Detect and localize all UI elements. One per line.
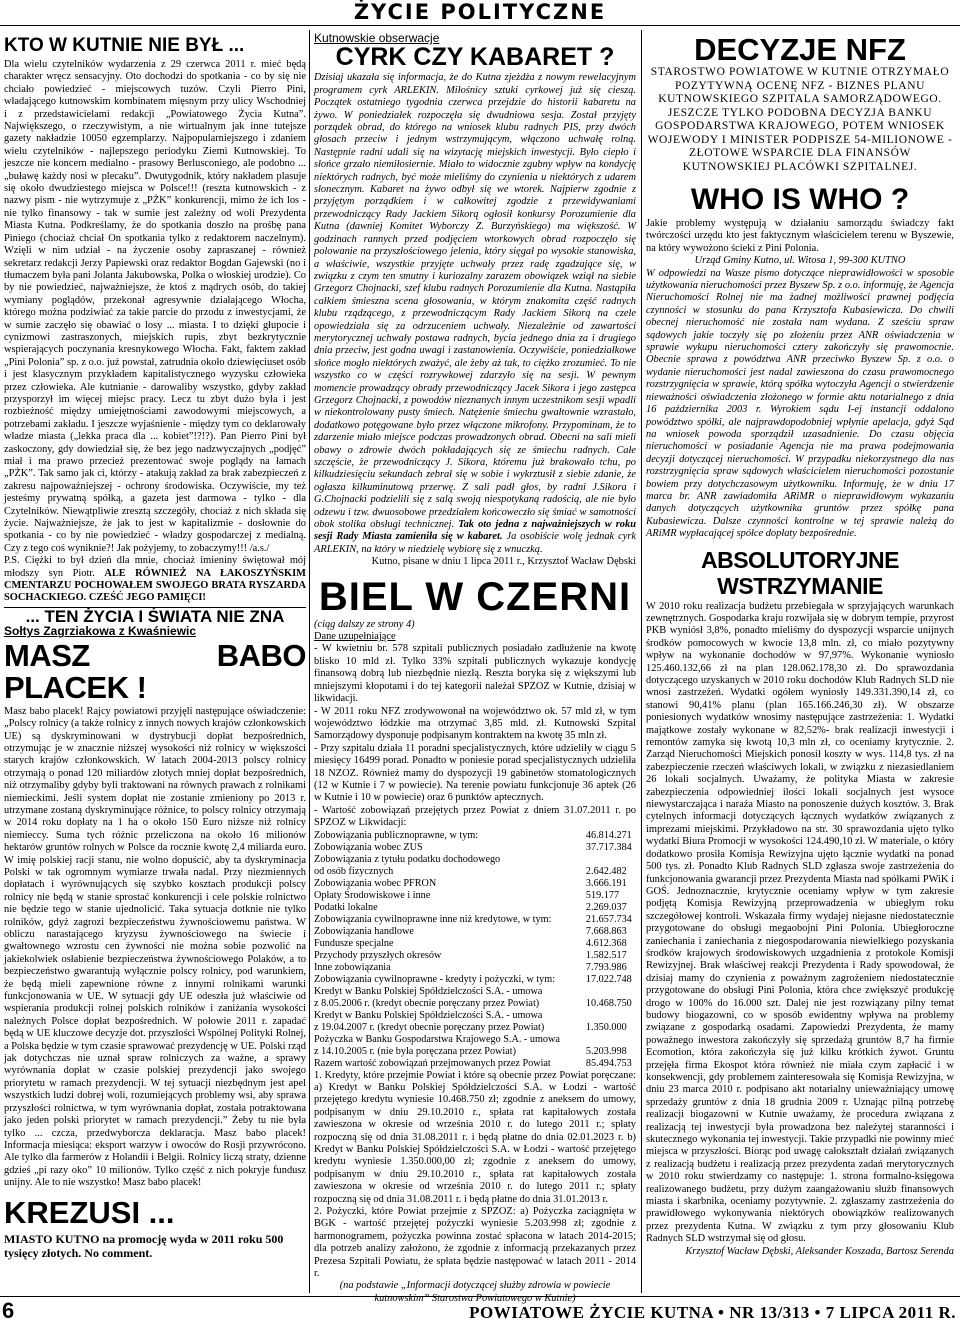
liability-label: Pożyczka w Banku Gospodarstwa Krajowego S.A. - umowa xyxy=(314,1033,560,1045)
krezusi-body: MIASTO KUTNO na promocję wyda w 2011 roku 500 tysięcy złotych. No comment. xyxy=(4,1231,284,1260)
whois-address: Urząd Gminy Kutno, ul. Witosa 1, 99-300 KUTNO xyxy=(694,255,906,267)
liability-row xyxy=(314,986,636,998)
liability-value: 4.612.368 xyxy=(585,937,627,949)
liability-label: Zobowiązania cywilnoprawne - kredyty i pożyczki, w tym: xyxy=(314,973,556,985)
liability-row xyxy=(314,926,636,938)
liability-row xyxy=(314,830,636,842)
liability-value: 1.582.517 xyxy=(585,949,627,961)
liability-value: 85.494.753 xyxy=(585,1057,632,1069)
section-header: ŻYCIE POLITYCZNE xyxy=(353,0,607,24)
liability-value: 5.203.998 xyxy=(585,1045,627,1057)
kto-ps-bold: ALE RÓWNIEŻ NA ŁAKOSZYŃSKIM CMENTARZU POCHOWAŁEM SWOJEGO BRATA RYSZARDA SOCHACKIEGO. CZEŚĆ JEGO PAMIĘCI! xyxy=(4,567,306,604)
kto-headline: KTO W KUTNIE NIE BYŁ ... xyxy=(4,35,245,56)
liability-label: Przychody przyszłych okresów xyxy=(314,949,442,961)
page-footer xyxy=(0,1296,960,1327)
liability-label: Zobowiązania wobec PFRON xyxy=(314,877,437,889)
page-number: 6 xyxy=(2,1298,15,1323)
decyzje-headline: DECYZJE NFZ xyxy=(694,32,906,67)
biel-para-5: 1. Kredyty, które przejmie Powiat i które są obecnie przez Powiat poręczane: a) Kredyt w Banku Polskiej Spółdzielczości S.A. w Łodzi - wartość przejętego kredytu wyniesie 10.468.750 zł; zgodnie z aneksem do umowy, podpisanym w dniu 29.10.2010 r., spłata rat kapitałowych została zawieszona w okresie od września 2010 r. do lutego 2011 r.; spłaty rozpoczną się od dnia 31.08.2011 r. i będą płatne do dnia 02.01.2023 r. b) Kredyt w Banku Polskiej Spółdzielczości S.A. w Łodzi - wartość przejętego kredytu wyniesie 1.350.000,00 zł; zgodnie z aneksem do umowy, podpisanym w dniu 29.10.2010 r., spłata rat kapitałowych została zawieszona w okresie od września 2010 r. do lutego 2011 r.; spłaty rozpoczną się od dnia 31.08.2011 r. i będą płatne do dnia 31.01.2013 r. xyxy=(314,1069,636,1205)
column-right xyxy=(646,30,954,1293)
liability-row xyxy=(314,914,636,926)
column-divider xyxy=(641,30,642,1293)
liability-label: z 19.04.2007 r. (kredyt obecnie poręczany przez Powiat) xyxy=(314,1021,545,1033)
liability-value: 3.666.191 xyxy=(585,877,627,889)
cyrk-body xyxy=(314,72,636,556)
biel-para-6: 2. Pożyczki, które Powiat przejmie z SPZOZ: a) Pożyczka zaciągnięta w BGK - wartość przejętej pożyczki wyniesie 5.203.998 zł; zgodnie z harmonogramem, pożyczka powinna zostać spłacona w latach 2014-2015; dla potrzeb analizy założono, że zgodnie z informacją przekazanych przez Prezesa Szpitali Powiatu, że spłata będzie następować w latach 2011 - 2014 r. xyxy=(314,1206,636,1280)
liability-value: 7.793.986 xyxy=(585,961,627,973)
masz-body: Masz babo placek! Rajcy powiatowi przyjęli następujące oświadczenie: „Polscy rolnicy (a także rolnicy z innych nowych krajów członkowskich UE) są dyskryminowani w dystrybucji dopłat bezpośrednich, otrzymując je w znacznie niższej wysokości niż rolnicy w większości starych krajów członkowskich. W latach 2004-2013 polscy rolnicy otrzymają o ponad 120 miliardów złotych mniej dopłat bezpośrednich, niż otrzymaliby gdyby byli traktowani na równych prawach z rolnikami niemieckimi. Jeśli system dopłat nie zostanie zmieniony po 2013 r. utrzymane zostaną dyskryminujące różnice, to polscy rolnicy otrzymają w 2014 roku dopłaty na 1 ha o około 150 Euro niższe niż rolnicy niemieccy. Suma tych różnic przeliczona na około 16 milionów hektarów gruntów rolnych w Polsce da rocznie kwotę 2,4 miliarda euro. W imię polskiej racji stanu, nie wolno dopuścić, aby ta dyskryminacja Polski w tak ogromnym wymiarze trwała nadal. Przy niezmiennych dopłatach i wyrównujących się szybko kosztach produkcji polscy rolnicy nie będą w stanie sprostać konkurencji i cele polskie rolnictwo nie będzie tego w stanie ujednolicić. Taka sytuacja dotknie nie tylko rolników, gdyż zagrozi bezpieczeństwu żywnościowemu państwa. W obliczu narastającego kryzysu żywnościowego na świecie i gwałtownego wzrostu cen żywności nie można sobie pozwolić na jakiekolwiek osłabienie bezpieczeństwa żywnościowego Polaków, a to bezpieczeństwo gwarantują wyłącznie polscy rolnicy, pod warunkiem, że będą mieli zapewnione równe z innymi rolnikami warunki funkcjonowania w UE. W sytuacji gdy UE odeszła już właściwie od wspierania produkcji rolnej polskich rolników i zaniżania wysokości należnych Polsce dopłat bezpośrednich. W połowie 2011 r. zapadać będą w UE kluczowe decyzje dot. przyszłości Wspólnej Polityki Rolnej, a Polska będzie w tym czasie sprawować prezydencję w UE. Polski rząd jak dotychczas nie uznał spraw rolniczych za ważne, a sprawy wyrównania dopłat w czasie polskiej prezydencji jako swojego priorytetu w ramach prezydencji. W tej sytuacji niezbędnym jest apel wszystkich ludzi dobrej woli, rozumiejących problemy wsi, aby sprawa przyszłości rolnictwa, w tym wyrównania dopłat, została potraktowana jako jeden polski priorytet w ramach prezydencji.” Żeby tu nie była tylko ... czcza, przedwyborcza deklaracja. Masz babo placek! Informacja miesiąca: eksport warzyw i owoców do Rosji przywrócono. Ale tylko dla farmerów z Holandii i Belgii. Rolnicy liczą straty, dzienne gdzieś „pi razy oko” 10 milionów. Tylko część z nich pokryje fundusz unijny. Ale to nie wszystko! Masz babo placek! xyxy=(4,705,306,1189)
liability-row xyxy=(314,866,636,878)
issue-line: POWIATOWE ŻYCIE KUTNA • NR 13/313 • 7 LIPCA 2011 R. xyxy=(469,1303,956,1322)
decyzje-lead: STAROSTWO POWIATOWE W KUTNIE OTRZYMAŁO POZYTYWNĄ OCENĘ NFZ - BIZNES PLANU KUTNOWSKIEGO SZPITALA SAMORZĄDOWEGO. JESZCZE TYLKO PODOBNA DECYZJA BANKU GOSPODARSTWA KRAJOWEGO, POTEM WNIOSEK WOJEWODY I MINISTER PODPISZE 54-MILIONOWE - ZŁOTOWE WSPARCIE DLA FINANSÓW KUTNOWSKIEJ PLACÓWKI SZPITALNEJ. xyxy=(647,66,953,173)
cyrk-signature: Kutno, pisane w dniu 1 lipca 2011 r., Krzysztof Wacław Dębski xyxy=(371,556,636,568)
biel-continued: (ciąg dalszy ze strony 4) xyxy=(314,618,415,630)
soltys-kicker: Sołtys Zagrziakowa z Kwaśniewic xyxy=(4,624,197,639)
column-middle xyxy=(314,30,636,1304)
liability-row xyxy=(314,842,636,854)
cyrk-kicker: Kutnowskie obserwacje xyxy=(314,31,440,45)
liability-value xyxy=(580,1010,636,1022)
header-rule xyxy=(0,25,960,26)
liability-row xyxy=(314,890,636,902)
column-left xyxy=(4,30,306,1293)
liability-row xyxy=(314,854,636,866)
liability-label: Zobowiązania z tytułu podatku dochodowego xyxy=(314,853,501,865)
kto-body: Dla wielu czytelników wydarzenia z 29 czerwca 2011 r. mieć będą charakter wręcz sensacyjny. Oto dochodzi do spotkania - co by się nie chciało powiedzieć - miejscowych tuzów. Czyli Pierro Pini, władającego kutnowskim kombinatem mięsnym przy ulicy Wschodniej i z przedstawicielami redakcji „Powiatowego Życia Kutna”. Największego, o rzeczywistym, a nie wirtualnym jak inne tutejsze gazety nakładzie 10050 egzemplarzy. Najpopularniejszego i zdaniem wielu czytelników - najlepszego periodyku Ziemi Kutnowskiej. To jeszcze nie koncern medialno - prasowy Berlusconiego, ale podobno ... „buławę każdy nosi w plecaku”. Dwutygodnik, który nakładem plasuje się około dwudziestego miejsca w Polsce!!! (reszta kutnowskich - z nazwy pism - nie wytrzymuje z „PŻK” konkurencji, mimo że ich los - nie tylko finansowy - tak w sumie jest zależny od woli Prezydenta Miasta Kutna. Podkreślamy, że do spotkania doszło na prośbę pana Piniego (chociaż chciał On spotkania tylko z redaktorem naczelnym). Wzięli w nim udział - na życzenie osoby zapraszanej - również sekretarz redakcji Jerzy Papiewski oraz redaktor Bogdan Gajewski (no i tłumaczem była pani Jolanta Jakubowska, Polka o włoskiej urodzie). Co by nie powiedzieć, najważniejsze, że ktoś z mądrych osób, do takiej wymiany poglądów, przekonał agresywnie działającego Włocha, którego można podziwiać za takie parcie do przodu z inwestycjami, że w sumie zaczęło się obawiać o losy ... miasta. I to dzięki głupocie i cynizmowi zastraszonych, miejskich rupis, zbyt bezkrytycznie wspierających poczynania kresnykowego Włocha. Fakt, faktem zakład „Pini Polonia” sp. z o.o. już powstał, zatrudnia około dziewięciuset osób i jest klasycznym przykładem kapitalistycznego wyzysku człowieka przez człowieka. Ale kutnianie - darowaliby wszystko, gdyby zakład przysporzył im więcej miejsc pracy. Lecz tu zbyt dużo była i jest rozbieżność między umiejętnościami zawodowymi miejscowych, a potrzebami zakładu. I jeszcze wyjaśnienie - między tym co deklarowały władze miasta („lekka praca dla ... kobiet”!?!?). Pan Pierro Pini był zaskoczony, gdy dowiedział się, że bez jego nadzwyczajnych „podjęć” miał i ma prawo przecież prezentować swoje poglądy na łamach „PŻK”. Tak samo jak ci, którzy - atakują zakład za brak zabezpieczeń z zakresu najpoważniejszej - ochrony środowiska. Oczywiście, my też jesteśmy prywatną spółką, a gazeta jest darmowa - tylko - dla Czytelników. Niewątpliwie zresztą szczegóły, chociaż z nich składa się życie. Najważniejsze, że jak to jest w kapitalizmie - dosłownie do spotkania - co by nie powiedzieć - władzy gospodarczej z medialną. Czy z tego coś wyniknie?! Jak pożyjemy, to zobaczymy!!! /a.s./ xyxy=(4,59,306,554)
liability-value xyxy=(580,854,636,866)
biel-subhead: Dane uzupełniające xyxy=(314,631,396,643)
liability-value xyxy=(580,986,636,998)
liability-row xyxy=(314,1046,636,1058)
cyrk-headline: CYRK CZY KABARET ? xyxy=(335,43,615,72)
whois-intro: Jakie problemy występują w działaniu samorządu świadczy fakt twórczości urzędu kto jest faktycznym właścicielem terenu w Byszewie, na który wywożono ścieki z Pini Polonia. xyxy=(646,218,954,254)
krezusi-headline: KREZUSI ... xyxy=(4,1194,175,1230)
biel-headline: BIEL W CZERNI xyxy=(318,574,632,619)
liability-label: od osób fizycznych xyxy=(314,865,394,877)
liability-row xyxy=(314,1010,636,1022)
cyrk-end: Ja osobiście wolę jednak cyrk ARLEKIN, na który w niedzielę wybiorę się z wnuczką. xyxy=(314,531,636,555)
cyrk-body-text: Dzisiaj ukazała się informacja, że do Kutna zjeżdża z nowym rewelacyjnym programem cyrk ARLEKIN. Miłośnicy sztuki cyrkowej już się cieszą. Początek ostatniego tygodnia czerwca przejdzie do historii kabaretu na żywo. W poniedziałek rozpoczęła się dwudniowa sesja. Został przyjęty porządek obrad, do którego na wniosek klubu radnych PIS, przy dwóch głosach przeciw i jednym wstrzymującym, włączono uchwałę rolną. Następnie radni udali się na wizytację miejskich inwestycji. Było ciepło i słońce grzało niemiłosiernie. Miało to widocznie zgubny wpływ na kondycję niektórych radnych, być może mieliśmy do czynienia u niektórych z udarem słonecznym. Kabaret na żywo odbył się we wtorek. Najpierw zgodnie z przyjętym porządkiem i w całkowitej zgodzie z przewidywaniami przewodniczący Rady Jackiem Sikorą ogłosił konkursy Porozumienie dla Kutna (dawniej Komitet Wyborczy Z. Burzyńskiego) ma większość. W godzinach rannych przed podjęciem wtorkowych obrad rozpoczęło się polowanie na przyszłościowego jelenia, który sięgał po wysokie stanowiska, a właściwie, wszystkie przyjęte uchwały przez radę zgadzające się, w związku z czym ten smutny i kuriozalny zarazem obowiązek wziął na siebie Grzegorz Chojnacki, szef klubu radnych Porozumienie dla Kutna. Nastąpiła całkiem śmieszna scena głosowania, w którym znakomita część radnych klubu rządzącego, z przewodniczącym Rady Jackiem Sikorą na czele opowiedziała się za odrzuceniem uchwały. Niezależnie od zawartości merytorycznej uchwały postawa radnych, bycia jednego dnia za i drugiego dnia przeciw, jest godna uwagi i zastanowienia. Oczywiście, poniedziałkowe słońce mogło niektórych zważyć, ale żeby aż tak, to ciężko zrozumieć. To nie wszystko co w części rozrywkowej zdarzyło się na sesji. W pewnym momencie prowadzący obrady przewodniczący Jacek Sikora i jego zastępca Grzegorz Chojnacki, z powodów nieznanych innym uczestnikom sesji wpadli w niekontrolowany pusty śmiech. Natężenie śmiechu gwałtownie wzrastało, dodatkowo potęgowane było przez włączone mikrofony. Przypominam, że to zdarzenie miało miejsce podczas prowadzonych obrad. Obecni na sali mieli obawy o zdrowie dwóch pokładających się ze śmiechu radnych. Całe szczęście, że przewodniczący J. Sikora, któremu już brakowało tchu, po kilkudziesięciu sekundach zebrał się w sobie i wykrztusił z siebie zdanie, że ogłasza kilkuminutową przerwę. Z sali padł głos, by radni J.Sikora i G.Chojnacki podzielili się z salą swoją niespotykaną radością, ale nie było odzewu i tzw. dwuosobowe przedziałem końcoweczło się śmiać w samotności obok stolika obsługi technicznej. xyxy=(314,72,636,531)
liability-label: Zobowiązania publicznoprawne, w tym: xyxy=(314,829,479,841)
liability-value: 2.642.482 xyxy=(585,865,627,877)
liability-row xyxy=(314,938,636,950)
liability-value: 7.668.863 xyxy=(585,925,627,937)
liability-value: 37.717.384 xyxy=(585,841,632,853)
biel-para-2: - W 2011 roku NFZ zrodywowonał na województwo ok. 57 mld zł, w tym województwo łódzkie ma otrzymać 3,85 mld. zł. Kutnowski Szpital Samorządowy dysponuje podpisanym kontraktem na kwotę 35 mln zł. xyxy=(314,705,636,742)
biel-para-3: - Przy szpitalu działa 11 poradni specjalistycznych, które udzieliły w ciągu 5 miesięcy 16499 porad. Ponadto w poniesie porad specjalistycznych udzieliła 18 NZOZ. Również mamy do dyspozycji 19 gabinetów stomatologicznych (12 w Kutnie i 7 w powiecie). Na terenie powiatu funkcjonuje 36 aptek (26 w Kutnie i 10 w powiecie) oraz 6 punktów aptecznych. xyxy=(314,742,636,804)
liability-value xyxy=(580,1034,636,1046)
kto-ps xyxy=(4,555,306,605)
liability-row xyxy=(314,1058,636,1070)
liability-row xyxy=(314,878,636,890)
liability-value: 46.814.271 xyxy=(585,829,632,841)
absol-signature: Krzysztof Wacław Dębski, Aleksander Koszada, Bartosz Serenda xyxy=(685,1245,954,1257)
liability-value: 21.657.734 xyxy=(585,913,632,925)
absol-headline: ABSOLUTORYJNE WSTRZYMANIE xyxy=(701,546,899,599)
liability-row xyxy=(314,974,636,986)
liability-row xyxy=(314,962,636,974)
liability-label: Kredyt w Banku Polskiej Spółdzielczości S.A. - umowa xyxy=(314,985,543,997)
liability-label: Kredyt w Banku Polskiej Spółdzielczości S.A. - umowa xyxy=(314,1009,543,1021)
kto-ps-text: P.S. Ciężki to był dzień dla mnie, chociaż imieniny świętował mój młodszy syn Piotr. xyxy=(4,555,306,579)
liability-label: Zobowiązania wobec ZUS xyxy=(314,841,423,853)
liability-row xyxy=(314,1034,636,1046)
liability-row xyxy=(314,998,636,1010)
masz-headline: MASZ BABO PLACEK ! xyxy=(4,637,306,705)
liability-label: Zobowiązania cywilnoprawne inne niż kredytowe, w tym: xyxy=(314,913,552,925)
liability-label: Opłaty Środowiskowe i inne xyxy=(314,889,431,901)
liability-label: Inne zobowiązania xyxy=(314,961,391,973)
liability-value: 1.350.000 xyxy=(585,1021,627,1033)
liability-value: 10.468.750 xyxy=(585,997,632,1009)
biel-source: (na podstawie „Informacji dotyczącej służby zdrowia w powiecie kutnowskim” Starostwa Powiatowego w Kutnie) xyxy=(339,1280,611,1304)
biel-para-4: - Wartość zobowiązań przejętych przez Powiat z dniem 31.07.2011 r. po SPZOZ w Likwidacji: xyxy=(314,804,636,829)
liabilities-table xyxy=(314,830,636,1070)
liability-value: 17.022.748 xyxy=(585,973,632,985)
liability-label: Razem wartość zobowiązań przejmowanych przez Powiat xyxy=(314,1057,551,1069)
liability-label: Zobowiązania handlowe xyxy=(314,925,414,937)
liability-row xyxy=(314,1022,636,1034)
absol-body: W 2010 roku realizacja budżetu przebiegała w sprzyjających warunkach zewnętrznych. Gospodarka kraju rozwijała się w dobrym tempie, przyrost PKB wyniósł 3,8%, ponadto mieliśmy do dyspozycji wsparcie unijnych środków pomocowych w kwocie 13,8 mln. zł, co miało pozytywny wpływ na wykonanie dochodów w 97,97%. Wykonanie wyniosło 125.460.132,66 zł na plan 128.062.178,30 zł. Do sprawozdania dotyczącego uzyskanych w 2010 roku dochodów Klub Radnych SLD nie wnosi zastrzeżeń. Wydatki ogółem wyniosły 149.331.390,14 zł, co stanowi 90,41% planu (plan 165.166.246,30 zł). W obszarze poniesionych wydatków wnosimy następujące zastrzeżenia: 1. Wydatki majątkowe zostały wykonane w 82,52%- brak realizacji inwestycji i remontów zamyka się kwotą 10,3 mln zł, co oceniamy krytycznie. 2. Zarząd Nieruchomości Miejskich ponosił koszty w wys. 114,8 tys. zł na zabezpieczenie rzeczeń właściwych lokali, w związku z niezasiedlaniem 26 lokali socjalnych. Uważamy, że polityka Miasta w zakresie zabezpieczenia odpowiedniej ilości lokali socjalnych jest wysoce niewystarczająca i naraża Miasto na ponoszenie dużych kosztów. 3. Brak cytelnych informacji dotyczących łącznych wydatków związanych z imprezami miejskimi. Przykładowo na str. 30 sprawozdania ujęto tylko wydatki Biura Promocji w wysokości 124.490,10 zł. W materiale, o który dodatkowo prosiła Komisja Rewizyjna ujęto łącznie wydatki na ponad 500 tys. zł. Ponadto Klub Radnych SLD zgłasza swoje zastrzeżenia do funkcjonowania gwarancji przez Prezydenta Miasta nad spółkami PWiK i GOŚ. Jednoznacznie, krytycznie oceniamy wpływ w tym zakresie podjętą Komisja Rewizyjną przeprowadzenia w ubiegłym roku szczegółowej kontroli. Wskazała firmy wydajej niejasne niedostatecznie przygotowane do obsługi megaobojni Pini Polonia. Ubiegłoroczne zaniechania i zaniechania z niegospodarowania niewielkiego pozyskania środków krajowych środowiskowych uzgadnienia z protokole Komisji Rewizyjnej. Brak właściwej reakcji Prezydenta i Rady spowodował, że dzisiaj mamy do czynienia z poważnym zagrożeniem niedostatecznie przygotowane do obsługi Pini Polonia, która chce zwiększyć produkcję drogo w 100% do 16.000 szt. Dalej nie jest rozwiązany pilny temat budowy biogazowni, co w sposób ewidentny wpływa na problemy związane z gospodarką osadami. Zapowiedzi Prezydenta, że mamy poważnego inwestora zakończyły się sprzedażą gruntów 8,7 ha firmie Ecomotion, która zakończyła się już kilku krótkich żywot. Gruntu przejęła firma Ekospot która również nie miała czym zapłacić i w konsekwencji, gdy problemem zainteresowała się Komisja Rewizyjna, w dniu 23 marca 2010 r. podpisano akt notarialny unieważniający umowę sprzedaży gruntów z dnia 18 grudnia 2009 r. Uznając pilną potrzebę realizacji biogazowni w Kutnie uważamy, że procedura związana z realizacją tej inwestycji była prowadzona bez należytej staranności i skutecznego wykonania tej inwestycji. Takie przypadki nie powinny mieć miejsca w przyszłości. Biorąc pod uwagę całokształt działań związanych z realizacją budżetu i realizacją przez prezydenta zadań merytorycznych w 2010 roku stwierdzamy co następuje: 1. strona formalno-księgowa realizowanego budżetu, przy dużym zaangażowaniu służb finansowych miasta i skarbnika, oceniamy pozytywnie. 2. zgłaszamy zastrzeżenia do prawidłowego wykonywania niektórych obowiązków realizowanych przez prezydenta Kutna. W związku z tym przy głosowaniu Klub Radnych SLD wstrzymał się od głosu. xyxy=(646,600,954,1245)
cyrk-bold: Tak oto jedna z najważniejszych w roku sesji Rady Miasta zamieniła się w kabaret. xyxy=(314,519,636,543)
liability-row xyxy=(314,902,636,914)
liability-value: 2.269.037 xyxy=(585,901,627,913)
liability-label: Fundusze specjalne xyxy=(314,937,394,949)
whois-body: W odpowiedzi na Wasze pismo dotyczące nieprawidłowości w sposobie użytkowania nieruchomości przez Byszew Sp. z o.o. informuję, że Agencja Nieruchomości Rolnej nie ma żadnej możliwości prawnej podjęcia czynności w stosunku do pana Krzysztofa Kubasiewicza. Do chwili obecnej nieruchomość nie została nam wydana. Z sześciu spraw sądowych jakie toczyły się po złożeniu przez ANR oświadczenia w sprawie wykupu nieruchomości cztery zakończyły się prawomocnie. Obecnie sprawa z powództwa ANR przeciwko Byszew Sp. z o.o. o wydanie nieruchomości jest nadal zawieszona do czasu prawomocnego rozstrzygnięcia w sprawie, którą spółka wytoczyła Agencji o stwierdzenie nieważności oświadczenia złożonego w formie aktu notarialnego z dnia 16 października 2003 r. Wyrokiem sądu I-ej instancji oddalono powództwo spółki, ale najprawdopodobniej wpłynie apelacja, gdyż Sąd na wniosek powoda sporządził uzasadnienie. Do czasu objęcia nieruchomości w posiadanie Agencja nie ma prawa podejmowania decyzji dotyczącej nieruchomości. W przypadku niekorzystnego dla nas rozstrzygnięcia spraw sądowych właścicielem nieruchomości pozostanie bowiem przy dotychczasowym użytkowniku. Informuję, że w dniu 17 marca br. ANR zawiadomiła ARiMR o nieprawidłowym wykazaniu danych dotyczących użytkownika gruntów przez spółkę pana Kubasiewicza. Dalsze czynności kontrolne w tej sprawie należą do ARiMR wypłacającej spółce dopłaty bezpośrednie. xyxy=(646,267,954,540)
biel-para-1: - W kwietniu br. 578 szpitali publicznych posiadało zadłużenie na kwotę blisko 10 mld zł. Tylko 33% szpitali publicznych wykazuje kondycję finansową dobrą lub niezbędnie niezłą. Reszta boryka się z większymi lub mniejszymi kłopotami i do tej kategorii należał SPZOZ w Kutnie, dzisiaj w likwidacji. xyxy=(314,643,636,705)
liability-label: z 14.10.2005 r. (nie była poręczana przez Powiat) xyxy=(314,1045,516,1057)
ten-headline: ... TEN ŻYCIA I ŚWIATA NIE ZNA xyxy=(4,607,306,623)
liability-label: z 8.05.2006 r. (kredyt obecnie poręczany przez Powiat) xyxy=(314,997,540,1009)
liability-label: Podatki lokalne xyxy=(314,901,378,913)
column-divider xyxy=(309,30,310,1293)
liability-row xyxy=(314,950,636,962)
liability-value: 519.177 xyxy=(585,889,620,901)
whois-headline: WHO IS WHO ? xyxy=(690,183,910,216)
